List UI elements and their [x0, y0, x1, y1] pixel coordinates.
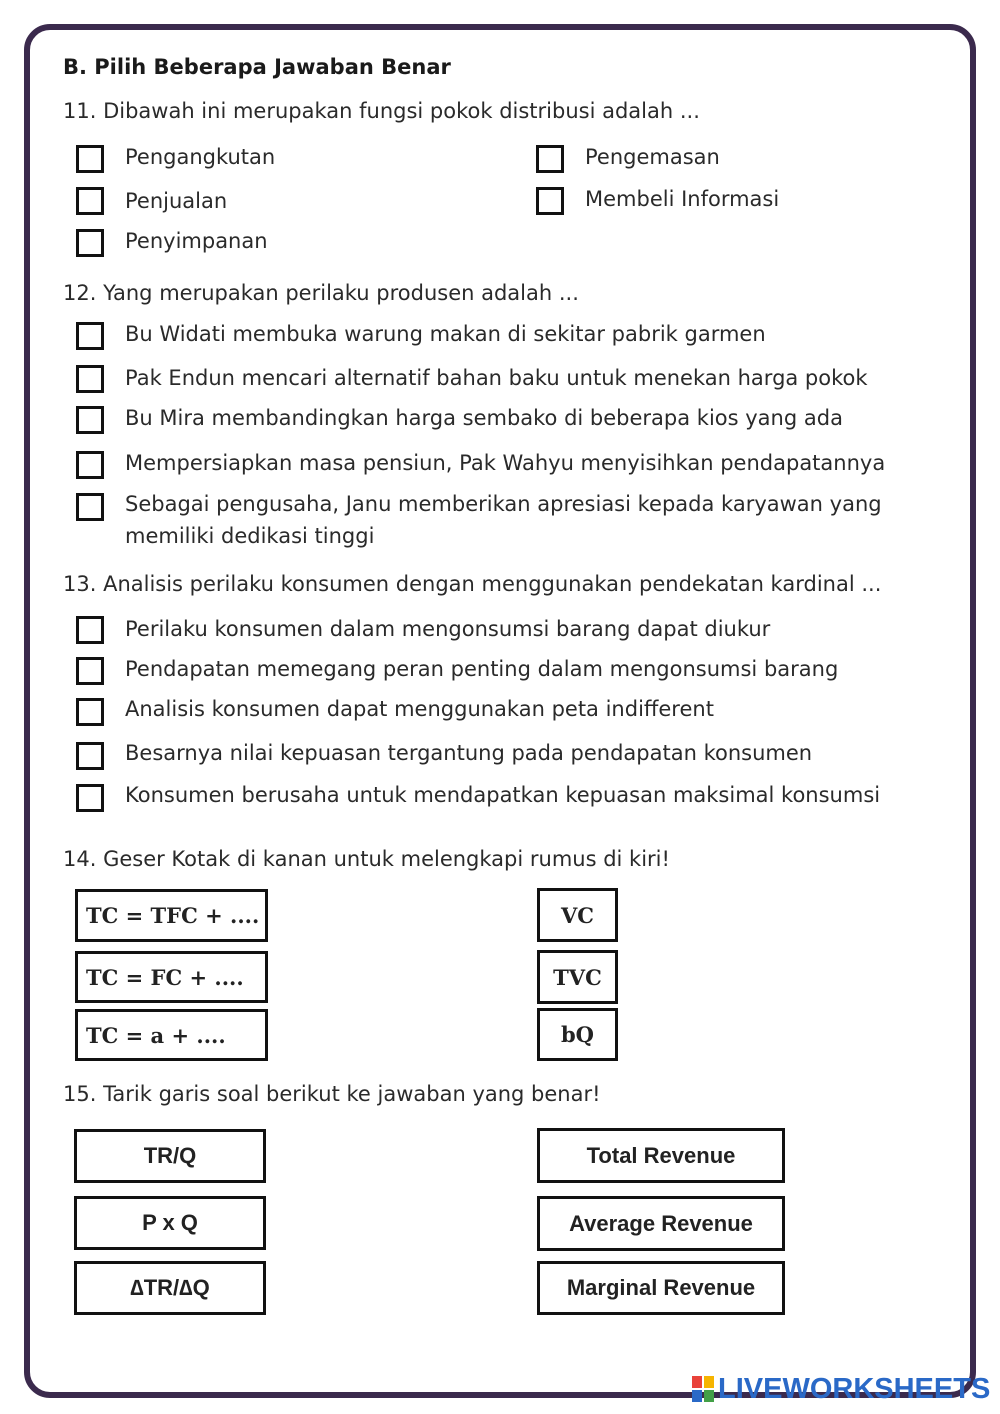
question-12: 12. Yang merupakan perilaku produsen adalah ...	[63, 281, 579, 305]
q11-option-4: Pengemasan	[585, 145, 720, 169]
q14-formula-3[interactable]: TC = a + ....	[75, 1009, 268, 1061]
q13-option-5: Konsumen berusaha untuk mendapatkan kepuasan maksimal konsumsi	[125, 783, 881, 807]
q13-checkbox-1[interactable]	[76, 616, 104, 644]
section-title: B. Pilih Beberapa Jawaban Benar	[63, 55, 451, 79]
q12-checkbox-3[interactable]	[76, 406, 104, 434]
q14-formula-2[interactable]: TC = FC + ....	[75, 951, 268, 1003]
q11-checkbox-5[interactable]	[536, 187, 564, 215]
liveworksheets-logo	[692, 1374, 990, 1404]
q12-checkbox-2[interactable]	[76, 365, 104, 393]
q15-left-3[interactable]: ∆TR/∆Q	[74, 1261, 266, 1315]
q11-option-3: Penyimpanan	[125, 229, 268, 253]
q11-option-1: Pengangkutan	[125, 145, 276, 169]
q11-option-5: Membeli Informasi	[585, 187, 780, 211]
q13-checkbox-4[interactable]	[76, 742, 104, 770]
q13-option-1: Perilaku konsumen dalam mengonsumsi barang dapat diukur	[125, 617, 771, 641]
q11-checkbox-1[interactable]	[76, 145, 104, 173]
q15-right-3[interactable]: Marginal Revenue	[537, 1261, 785, 1315]
q12-option-1: Bu Widati membuka warung makan di sekitar pabrik garmen	[125, 322, 766, 346]
question-14: 14. Geser Kotak di kanan untuk melengkapi rumus di kiri!	[63, 847, 670, 871]
q13-option-4: Besarnya nilai kepuasan tergantung pada pendapatan konsumen	[125, 741, 813, 765]
q13-option-2: Pendapatan memegang peran penting dalam mengonsumsi barang	[125, 657, 839, 681]
q12-option-2: Pak Endun mencari alternatif bahan baku untuk menekan harga pokok	[125, 366, 868, 390]
q12-option-5: Sebagai pengusaha, Janu memberikan apresiasi kepada karyawan yang	[125, 492, 882, 516]
q11-checkbox-2[interactable]	[76, 187, 104, 215]
q13-checkbox-3[interactable]	[76, 698, 104, 726]
q14-formula-1[interactable]: TC = TFC + ....	[75, 889, 268, 942]
q12-option-5-continued: memiliki dedikasi tinggi	[125, 524, 375, 548]
q15-left-2[interactable]: P x Q	[74, 1196, 266, 1250]
q11-option-2: Penjualan	[125, 189, 228, 213]
q12-option-3: Bu Mira membandingkan harga sembako di beberapa kios yang ada	[125, 406, 843, 430]
q12-checkbox-5[interactable]	[76, 493, 104, 521]
q15-right-2[interactable]: Average Revenue	[537, 1196, 785, 1251]
q15-right-1[interactable]: Total Revenue	[537, 1128, 785, 1183]
logo-text: LIVEWORKSHEETS	[718, 1372, 991, 1405]
q14-answer-tvc[interactable]: TVC	[537, 950, 618, 1004]
logo-grid-icon	[692, 1376, 714, 1402]
q12-checkbox-4[interactable]	[76, 451, 104, 479]
q15-left-1[interactable]: TR/Q	[74, 1129, 266, 1183]
q12-option-4: Mempersiapkan masa pensiun, Pak Wahyu menyisihkan pendapatannya	[125, 451, 886, 475]
q13-option-3: Analisis konsumen dapat menggunakan peta indifferent	[125, 697, 714, 721]
q11-checkbox-4[interactable]	[536, 145, 564, 173]
q14-answer-bq[interactable]: bQ	[537, 1008, 618, 1061]
q11-checkbox-3[interactable]	[76, 229, 104, 257]
question-11: 11. Dibawah ini merupakan fungsi pokok distribusi adalah ...	[63, 99, 700, 123]
question-13: 13. Analisis perilaku konsumen dengan menggunakan pendekatan kardinal ...	[63, 572, 882, 596]
question-15: 15. Tarik garis soal berikut ke jawaban yang benar!	[63, 1082, 601, 1106]
q14-answer-vc[interactable]: VC	[537, 888, 618, 942]
q12-checkbox-1[interactable]	[76, 322, 104, 350]
q13-checkbox-2[interactable]	[76, 657, 104, 685]
q13-checkbox-5[interactable]	[76, 784, 104, 812]
